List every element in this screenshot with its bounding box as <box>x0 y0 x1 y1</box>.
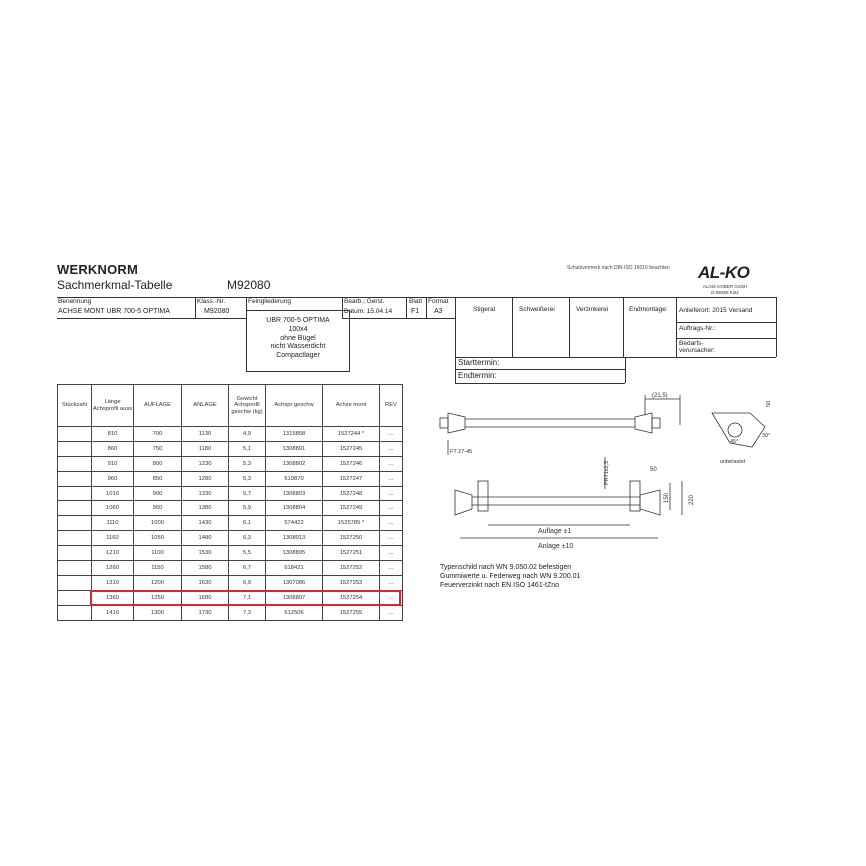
axle-drawing <box>430 385 790 560</box>
unbelastet-label: unbelastet <box>720 459 746 465</box>
table-cell: 960 <box>92 471 134 486</box>
titleblock-vline-7 <box>512 297 513 357</box>
right-hub <box>635 413 652 433</box>
angle-label: 45° <box>730 439 739 445</box>
alko-logo: AL-KO <box>698 263 750 282</box>
table-cell: 1430 <box>182 516 229 531</box>
titleblock-vline-9 <box>623 297 624 357</box>
klass-label: Klass.-Nr. <box>197 298 226 305</box>
table-cell: 1525785 * <box>323 516 380 531</box>
protection-notice: Schutzvermerk nach DIN ISO 16016 beachten <box>567 265 670 271</box>
titleblock-line-bottom <box>455 383 625 384</box>
titleblock-vline-11 <box>776 297 777 357</box>
highlight-box <box>90 590 401 606</box>
table-cell: 1527249 <box>323 501 380 516</box>
table-cell: 1308803 <box>266 486 323 501</box>
table-cell: 1308801 <box>266 441 323 456</box>
table-cell: 1250 <box>134 590 182 605</box>
table-cell: 1308804 <box>266 501 323 516</box>
logo-address <box>690 284 760 296</box>
table-cell: ... <box>380 427 403 442</box>
document-title: WERKNORM <box>57 262 139 277</box>
sachmerkmal-table <box>57 384 403 621</box>
titleblock-vline-1 <box>195 297 196 318</box>
table-cell: ... <box>380 605 403 620</box>
table-cell <box>58 441 92 456</box>
side-detail <box>712 413 765 447</box>
table-cell: 1527251 <box>323 546 380 561</box>
table-cell: 1330 <box>182 486 229 501</box>
feingliederung-label: Feingliederung <box>248 298 292 305</box>
table-cell: ... <box>380 531 403 546</box>
benennung-value: ACHSE MONT UBR 700-5 OPTIMA <box>58 308 170 315</box>
table-cell: 810 <box>92 427 134 442</box>
table-cell: 1680 <box>182 590 229 605</box>
table-cell: 6,3 <box>229 531 266 546</box>
left-hub <box>448 413 465 433</box>
table-cell: 1308802 <box>266 456 323 471</box>
table-cell: 1527250 <box>323 531 380 546</box>
titleblock-vline-5 <box>426 297 427 318</box>
titleblock-mid-line-2 <box>342 318 455 319</box>
table-row <box>58 531 403 546</box>
dim-ft-label: FT 27-45 <box>450 449 473 455</box>
datum-label: Datum: 15.04.14 <box>344 308 393 315</box>
table-cell: 700 <box>134 427 182 442</box>
note-line-2: Gummiwerte u. Federweg nach WN 9.200.01 <box>440 573 581 580</box>
table-cell: 1527252 <box>323 561 380 576</box>
table-cell: 6,1 <box>229 516 266 531</box>
left-hub-front <box>455 490 472 515</box>
table-row <box>58 546 403 561</box>
table-cell: 6,9 <box>229 575 266 590</box>
table-cell <box>58 486 92 501</box>
right-hub-front <box>640 490 660 515</box>
table-cell: 1380 <box>182 501 229 516</box>
table-cell: 1527246 <box>323 456 380 471</box>
table-cell: ... <box>380 561 403 576</box>
titleblock-vline-12 <box>625 357 626 383</box>
logo-city: D-89359 Kötz <box>711 290 739 295</box>
bedarfs-label: Bedarfs- <box>679 340 704 347</box>
table-row <box>58 575 403 590</box>
table-cell: ... <box>380 590 403 605</box>
table-cell: ... <box>380 546 403 561</box>
right-flange <box>652 418 660 428</box>
col-achse-mont: Achse mont <box>323 385 380 427</box>
table-cell: 1310 <box>92 575 134 590</box>
anlage-label: Anlage ±10 <box>538 543 574 550</box>
col-auflage: AUFLAGE <box>134 385 182 427</box>
titleblock-line-end <box>455 369 625 370</box>
table-header-row <box>58 385 403 427</box>
table-cell <box>58 590 92 605</box>
table-cell: 1300 <box>134 605 182 620</box>
table-cell: 1527245 <box>323 441 380 456</box>
endtermin-label: Endtermin: <box>458 371 497 380</box>
document-subtitle: Sachmerkmal-Tabelle <box>57 278 173 292</box>
table-cell: 1200 <box>134 575 182 590</box>
table-cell: 1527248 <box>323 486 380 501</box>
table-cell: 1308807 <box>266 590 323 605</box>
table-cell: 1160 <box>92 531 134 546</box>
logo-company: ALOIS KOBER GmbH <box>702 284 748 289</box>
side-detail-hole <box>728 423 742 437</box>
table-cell: 5,3 <box>229 456 266 471</box>
table-cell: 1527253 <box>323 575 380 590</box>
table-cell: 619870 <box>266 471 323 486</box>
table-cell: 1308805 <box>266 546 323 561</box>
format-value: A3 <box>434 308 443 315</box>
table-cell <box>58 561 92 576</box>
table-cell: 1308013 <box>266 531 323 546</box>
table-row <box>58 471 403 486</box>
table-cell: 750 <box>134 441 182 456</box>
table-cell: 1010 <box>92 486 134 501</box>
table-cell: 4,9 <box>229 427 266 442</box>
table-cell: 1260 <box>92 561 134 576</box>
titleblock-mid-line <box>57 318 246 319</box>
document-number: M92080 <box>227 278 271 292</box>
table-cell: 5,1 <box>229 441 266 456</box>
table-cell: 1110 <box>92 516 134 531</box>
table-cell: 1230 <box>182 456 229 471</box>
bearb-label: Bearb.; Gerst. <box>344 298 385 305</box>
table-row <box>58 501 403 516</box>
table-cell: 1527244 * <box>323 427 380 442</box>
verzinkerei-label: Verzinkerei <box>576 306 609 313</box>
auflage-label: Auflage ±1 <box>538 528 572 535</box>
table-row <box>58 456 403 471</box>
table-row <box>58 486 403 501</box>
table-cell: 1527247 <box>323 471 380 486</box>
dim-220-label: 220 <box>689 494 695 505</box>
table-cell: ... <box>380 486 403 501</box>
table-cell: 1730 <box>182 605 229 620</box>
table-cell: 574422 <box>266 516 323 531</box>
table-cell: ... <box>380 501 403 516</box>
feingliederung-line: nicht Wasserdicht <box>270 343 326 351</box>
table-cell: 5,9 <box>229 501 266 516</box>
table-cell: 950 <box>134 501 182 516</box>
table-row <box>58 441 403 456</box>
table-cell: 1630 <box>182 575 229 590</box>
table-cell <box>58 531 92 546</box>
table-cell: ... <box>380 456 403 471</box>
table-cell: 800 <box>134 456 182 471</box>
table-cell: 1210 <box>92 546 134 561</box>
table-cell: 7,3 <box>229 605 266 620</box>
verursacher-label: verursacher: <box>679 347 716 354</box>
blatt-value: F1 <box>411 308 420 315</box>
titleblock-vline-4 <box>406 297 407 318</box>
table-cell: 1580 <box>182 561 229 576</box>
table-row <box>58 561 403 576</box>
format-label: Format <box>428 298 449 305</box>
table-cell: 1307086 <box>266 575 323 590</box>
table-cell <box>58 575 92 590</box>
benennung-label: Benennung <box>58 298 92 305</box>
table-cell <box>58 546 92 561</box>
dim-30-label: 30° <box>762 433 771 439</box>
dim-150-label: 150 <box>664 492 670 503</box>
auftrags-nr-label: Auftrags-Nr.: <box>679 325 716 332</box>
table-cell <box>58 456 92 471</box>
table-cell: 860 <box>92 441 134 456</box>
feingliederung-line: ohne Bügel <box>280 334 316 342</box>
table-row <box>58 427 403 442</box>
table-cell: 900 <box>134 486 182 501</box>
feingliederung-line: UBR 700-5 OPTIMA <box>266 317 330 324</box>
table-cell: 1050 <box>134 531 182 546</box>
titleblock-line-start <box>455 357 776 358</box>
table-cell: 910 <box>92 456 134 471</box>
table-cell <box>58 427 92 442</box>
starttermin-label: Starttermin: <box>458 358 500 367</box>
table-cell: ... <box>380 471 403 486</box>
blatt-label: Blatt <box>409 298 423 305</box>
table-cell: 5,7 <box>229 486 266 501</box>
titleblock-right-line-2 <box>676 338 776 339</box>
table-cell: ... <box>380 516 403 531</box>
left-flange <box>440 418 448 428</box>
titleblock-right-line-1 <box>676 322 776 323</box>
table-cell: 1480 <box>182 531 229 546</box>
titleblock-vline-10 <box>676 297 677 357</box>
table-cell: 6,7 <box>229 561 266 576</box>
col-stueckzahl: Stückzahl <box>58 385 92 427</box>
note-line-3: Feuerverzinkt nach EN ISO 1461-tZno <box>440 582 560 589</box>
table-cell: 1130 <box>182 427 229 442</box>
feingliederung-line: 100x4 <box>288 325 308 333</box>
table-cell: 1360 <box>92 590 134 605</box>
dim-50b-label: 50 <box>766 400 772 407</box>
table-cell: 1100 <box>134 546 182 561</box>
table-cell: 1527254 <box>323 590 380 605</box>
table-cell: 5,3 <box>229 471 266 486</box>
table-cell: ... <box>380 575 403 590</box>
dim-pr-label: PR71x2,5 <box>604 460 610 485</box>
table-cell <box>58 471 92 486</box>
table-cell: 1315858 <box>266 427 323 442</box>
dim-215-label: (21,5) <box>652 393 668 399</box>
titleblock-vline-6 <box>455 297 456 383</box>
dim-50-label: 50 <box>650 467 657 473</box>
table-cell <box>58 605 92 620</box>
table-cell: ... <box>380 441 403 456</box>
table-cell: 1180 <box>182 441 229 456</box>
feingliederung-line: Compactlager <box>276 352 320 360</box>
table-cell: 1280 <box>182 471 229 486</box>
col-laenge: Länge Achsprofil auss <box>92 385 134 427</box>
col-anlage: ANLAGE <box>182 385 229 427</box>
table-cell: 850 <box>134 471 182 486</box>
titleblock-vline-8 <box>569 297 570 357</box>
table-cell: 5,5 <box>229 546 266 561</box>
table-cell <box>58 501 92 516</box>
table-cell: 1000 <box>134 516 182 531</box>
anlieferort-label: Anlieferort: 2015 Versand <box>679 307 753 314</box>
col-achspr: Achspr geschw <box>266 385 323 427</box>
col-gewicht: Gewicht Achsprofil geschw (kg) <box>229 385 266 427</box>
klass-value: M92080 <box>204 308 230 315</box>
table-cell: 1527255 <box>323 605 380 620</box>
right-bracket <box>630 481 640 511</box>
table-cell: 612506 <box>266 605 323 620</box>
table-row <box>58 605 403 620</box>
endmontage-label: Endmontage: <box>629 306 668 313</box>
table-cell: 1060 <box>92 501 134 516</box>
table-cell: 618421 <box>266 561 323 576</box>
feingliederung-text <box>246 317 350 361</box>
table-cell: 1530 <box>182 546 229 561</box>
table-cell: 7,1 <box>229 590 266 605</box>
table-cell: 1410 <box>92 605 134 620</box>
table-cell: 1150 <box>134 561 182 576</box>
col-rev: REV <box>380 385 403 427</box>
schweisserei-label: Schweißerei <box>519 306 555 313</box>
table-row <box>58 516 403 531</box>
left-bracket <box>478 481 488 511</box>
table-cell <box>58 516 92 531</box>
stigeral-label: Stigeral <box>473 306 496 313</box>
note-line-1: Typenschild nach WN 9.050.02 befestigen <box>440 564 572 571</box>
